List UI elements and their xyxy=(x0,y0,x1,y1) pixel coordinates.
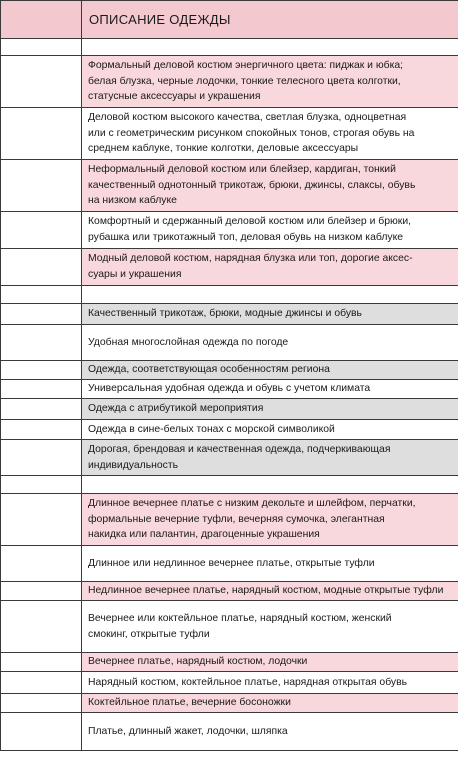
description-cell xyxy=(82,582,458,601)
table-row xyxy=(1,713,458,751)
spacer-cell xyxy=(82,39,458,56)
header-empty-cell xyxy=(1,1,82,39)
empty-left-cell xyxy=(1,56,82,108)
table-row xyxy=(1,249,458,286)
description-line: смокинг, открытые туфли xyxy=(88,628,210,640)
description-line: статусные аксессуары и украшения xyxy=(88,91,261,103)
description-line: Коктейльное платье, вечерние босоножки xyxy=(88,697,291,709)
empty-left-cell xyxy=(1,672,82,694)
description-line: Качественный трикотаж, брюки, модные джинсы и обувь xyxy=(88,308,362,320)
empty-left-cell xyxy=(1,653,82,672)
description-line: Платье, длинный жакет, лодочки, шляпка xyxy=(88,725,288,737)
description-cell xyxy=(82,249,458,286)
description-line: суары и украшения xyxy=(88,269,182,280)
header-title: ОПИСАНИЕ ОДЕЖДЫ xyxy=(82,1,458,39)
table-row xyxy=(1,56,458,108)
empty-left-cell xyxy=(1,582,82,601)
table-row xyxy=(1,325,458,361)
description-line: Комфортный и сдержанный деловой костюм или блейзер и брюки, xyxy=(88,216,412,228)
description-cell xyxy=(82,361,458,380)
description-line: среднем каблуке, тонкие колготки, деловые аксессуары xyxy=(88,143,359,155)
spacer-cell xyxy=(82,476,458,494)
description-cell xyxy=(82,212,458,249)
description-line: Модный деловой костюм, нарядная блузка или топ, дорогие аксес- xyxy=(88,253,413,265)
table-row xyxy=(1,582,458,601)
description-cell xyxy=(82,380,458,399)
empty-left-cell xyxy=(1,546,82,582)
description-cell xyxy=(82,399,458,420)
table-row xyxy=(1,653,458,672)
empty-left-cell xyxy=(1,286,82,304)
table-row xyxy=(1,694,458,713)
table-row xyxy=(1,380,458,399)
description-cell xyxy=(82,713,458,751)
description-cell xyxy=(82,56,458,108)
description-line: Вечернее платье, нарядный костюм, лодочки xyxy=(88,656,308,668)
description-line: или с геометрическим рисунком спокойных тонов, строгая обувь на xyxy=(88,127,415,139)
description-line: рубашка или трикотажный топ, деловая обувь на низком каблуке xyxy=(88,232,404,243)
description-line: Удобная многослойная одежда по погоде xyxy=(88,336,289,348)
table-row xyxy=(1,399,458,420)
table-row xyxy=(1,601,458,653)
empty-left-cell xyxy=(1,713,82,751)
description-cell xyxy=(82,494,458,546)
table-row xyxy=(1,420,458,440)
empty-left-cell xyxy=(1,160,82,212)
description-line: Одежда, соответствующая особенностям региона xyxy=(88,364,330,376)
table-row xyxy=(1,160,458,212)
empty-left-cell xyxy=(1,440,82,476)
table-body xyxy=(1,1,458,751)
description-cell xyxy=(82,420,458,440)
empty-left-cell xyxy=(1,494,82,546)
description-cell xyxy=(82,653,458,672)
description-cell xyxy=(82,160,458,212)
description-line: Длинное вечернее платье с низким декольте и шлейфом, перчатки, xyxy=(88,498,416,510)
description-line: качественный однотонный трикотаж, брюки, джинсы, слаксы, обувь xyxy=(88,179,416,191)
description-cell xyxy=(82,440,458,476)
empty-left-cell xyxy=(1,108,82,160)
description-cell xyxy=(82,672,458,694)
description-cell xyxy=(82,304,458,325)
description-line: Длинное или недлинное вечернее платье, открытые туфли xyxy=(88,557,375,569)
table-row xyxy=(1,546,458,582)
empty-left-cell xyxy=(1,39,82,56)
description-line: белая блузка, черные лодочки, тонкие телесного цвета колготки, xyxy=(88,75,401,87)
description-line: Универсальная удобная одежда и обувь с учетом климата xyxy=(88,383,371,395)
empty-left-cell xyxy=(1,380,82,399)
empty-left-cell xyxy=(1,420,82,440)
table-row xyxy=(1,440,458,476)
description-line: Неформальный деловой костюм или блейзер, кардиган, тонкий xyxy=(88,164,396,176)
description-cell xyxy=(82,108,458,160)
description-line: Вечернее или коктейльное платье, нарядный костюм, женский xyxy=(88,612,392,624)
description-line: формальные вечерние туфли, вечерняя сумочка, элегантная xyxy=(88,513,385,525)
empty-left-cell xyxy=(1,361,82,380)
description-line: Деловой костюм высокого качества, светлая блузка, одноцветная xyxy=(88,112,407,124)
empty-left-cell xyxy=(1,325,82,361)
description-cell xyxy=(82,601,458,653)
description-line: Нарядный костюм, коктейльное платье, нарядная открытая обувь xyxy=(88,676,408,688)
description-cell xyxy=(82,546,458,582)
description-line: Одежда с атрибутикой мероприятия xyxy=(88,403,264,415)
table-row xyxy=(1,212,458,249)
table-row xyxy=(1,361,458,380)
empty-left-cell xyxy=(1,304,82,325)
description-line: накидка или палантин, драгоценные украшения xyxy=(88,529,320,541)
empty-left-cell xyxy=(1,212,82,249)
empty-left-cell xyxy=(1,476,82,494)
description-line: Формальный деловой костюм энергичного цвета: пиджак и юбка; xyxy=(88,60,404,72)
description-line: индивидуальность xyxy=(88,459,179,471)
description-line: Недлинное вечернее платье, нарядный костюм, модные открытые туфли xyxy=(88,585,444,597)
spacer-cell xyxy=(82,286,458,304)
description-cell xyxy=(82,694,458,713)
section-spacer-row xyxy=(1,476,458,494)
description-line: Одежда в сине-белых тонах с морской символикой xyxy=(88,423,335,435)
description-line: на низком каблуке xyxy=(88,195,177,207)
section-spacer-row xyxy=(1,39,458,56)
table-row xyxy=(1,494,458,546)
table-header-row xyxy=(1,1,458,39)
table-row xyxy=(1,672,458,694)
empty-left-cell xyxy=(1,399,82,420)
section-spacer-row xyxy=(1,286,458,304)
empty-left-cell xyxy=(1,694,82,713)
empty-left-cell xyxy=(1,249,82,286)
description-cell xyxy=(82,325,458,361)
empty-left-cell xyxy=(1,601,82,653)
description-line: Дорогая, брендовая и качественная одежда, подчеркивающая xyxy=(88,443,391,455)
table-row xyxy=(1,108,458,160)
table-row xyxy=(1,304,458,325)
